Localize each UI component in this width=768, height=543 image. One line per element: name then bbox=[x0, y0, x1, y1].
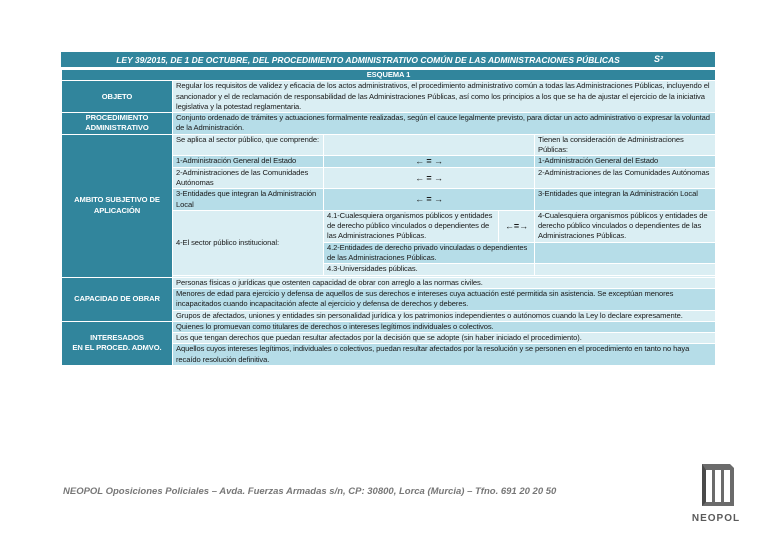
ambito-sub-4-3: 4.3-Universidades públicas. bbox=[324, 264, 535, 275]
ambito-left-head: Se aplica al sector público, que comprende: bbox=[173, 134, 324, 156]
capacidad-label: CAPACIDAD DE OBRAR bbox=[62, 277, 173, 321]
ambito-empty-4-3 bbox=[535, 264, 716, 275]
scheme-table bbox=[61, 69, 716, 366]
equivalence-arrow-2: ← = → bbox=[324, 167, 535, 189]
procedimiento-text: Conjunto ordenado de trámites y actuaciones formalmente realizadas, según el cauce legalmente previsto, para dictar un acto administrativo o expresar la voluntad de la Administración. bbox=[173, 113, 716, 135]
interesados-label bbox=[62, 321, 173, 365]
capacidad-item: Menores de edad para ejercicio y defensa de aquellos de sus derechos e intereses cuya actuación esté permitida sin asistencia. Se exceptúan menores incapacitados cuando incapacitación afecte al ejercicio y defensa de derechos y deberes. bbox=[173, 288, 716, 310]
interesados-item: Los que tengan derechos que puedan resultar afectados por la decisión que se adopte (sin haber iniciado el procedimiento). bbox=[173, 333, 716, 344]
footer-contact: NEOPOL Oposiciones Policiales – Avda. Fuerzas Armadas s/n, CP: 30800, Lorca (Murcia) – Tfno. 691 20 20 50 bbox=[63, 486, 557, 497]
ambito-left-3: 3-Entidades que integran la Administración Local bbox=[173, 189, 324, 211]
logo-text: NEOPOL bbox=[691, 513, 741, 524]
header-tag: S² bbox=[654, 54, 663, 64]
document-header bbox=[61, 52, 715, 69]
ambito-sub-4-1: 4.1-Cualesquiera organismos públicos y entidades de derecho público vinculados o dependientes de las Administraciones Públicas. bbox=[324, 210, 499, 242]
ambito-left-2: 2-Administraciones de las Comunidades Autónomas bbox=[173, 167, 324, 189]
ambito-left-4: 4-El sector público institucional: bbox=[173, 210, 324, 275]
esquema-title: ESQUEMA 1 bbox=[62, 70, 716, 81]
equivalence-arrow-4: ←=→ bbox=[499, 210, 535, 242]
ambito-sub-4-2: 4.2-Entidades de derecho privado vinculadas o dependientes de las Administraciones Públicas. bbox=[324, 242, 535, 264]
ambito-right-3: 3-Entidades que integran la Administración Local bbox=[535, 189, 716, 211]
neopol-logo bbox=[690, 462, 742, 532]
objeto-label: OBJETO bbox=[62, 81, 173, 113]
neopol-logo-icon bbox=[690, 462, 742, 512]
ambito-empty-4-2 bbox=[535, 242, 716, 264]
ambito-right-4: 4-Cualesquiera organismos públicos y entidades de derecho público vinculados o dependientes de las Administraciones Públicas. bbox=[535, 210, 716, 242]
objeto-text: Regular los requisitos de validez y eficacia de los actos administrativos, el procedimiento administrativo común a todas las Administraciones Públicas, incluyendo el sancionador y el de reclamación de responsabilidad de las Administraciones Públicas, así como los principios a los que se ha de ajustar el ejercicio de la iniciativa legislativa y la potestad reglamentaria. bbox=[173, 81, 716, 113]
equivalence-arrow-3: ← = → bbox=[324, 189, 535, 211]
ambito-right-1: 1-Administración General del Estado bbox=[535, 156, 716, 167]
ambito-left-1: 1-Administración General del Estado bbox=[173, 156, 324, 167]
document-title: LEY 39/2015, DE 1 DE OCTUBRE, DEL PROCEDIMIENTO ADMINISTRATIVO COMÚN DE LAS ADMINISTRACIONES PÚBLICAS bbox=[116, 54, 620, 65]
ambito-right-head: Tienen la consideración de Administraciones Públicas: bbox=[535, 134, 716, 156]
capacidad-item: Personas físicas o jurídicas que ostenten capacidad de obrar con arreglo a las normas civiles. bbox=[173, 277, 716, 288]
ambito-right-2: 2-Administraciones de las Comunidades Autónomas bbox=[535, 167, 716, 189]
procedimiento-label: PROCEDIMIENTO ADMINISTRATIVO bbox=[62, 113, 173, 135]
interesados-item: Quienes lo promuevan como titulares de derechos o intereses legítimos individuales o colectivos. bbox=[173, 321, 716, 332]
ambito-empty-head bbox=[324, 134, 535, 156]
interesados-label-line-1: INTERESADOS bbox=[90, 333, 144, 343]
capacidad-item: Grupos de afectados, uniones y entidades sin personalidad jurídica y los patrimonios independientes o autónomos cuando la Ley lo declare expresamente. bbox=[173, 310, 716, 321]
interesados-item: Aquellos cuyos intereses legítimos, individuales o colectivos, puedan resultar afectados por la resolución y se personen en el procedimiento en tanto no haya recaído resolución definitiva. bbox=[173, 344, 716, 366]
scheme-sheet bbox=[61, 52, 715, 366]
equivalence-arrow-1: ← = → bbox=[324, 156, 535, 167]
interesados-label-line-2: EN EL PROCED. ADMVO. bbox=[72, 343, 162, 353]
ambito-label: AMBITO SUBJETIVO DE APLICACIÓN bbox=[62, 134, 173, 277]
